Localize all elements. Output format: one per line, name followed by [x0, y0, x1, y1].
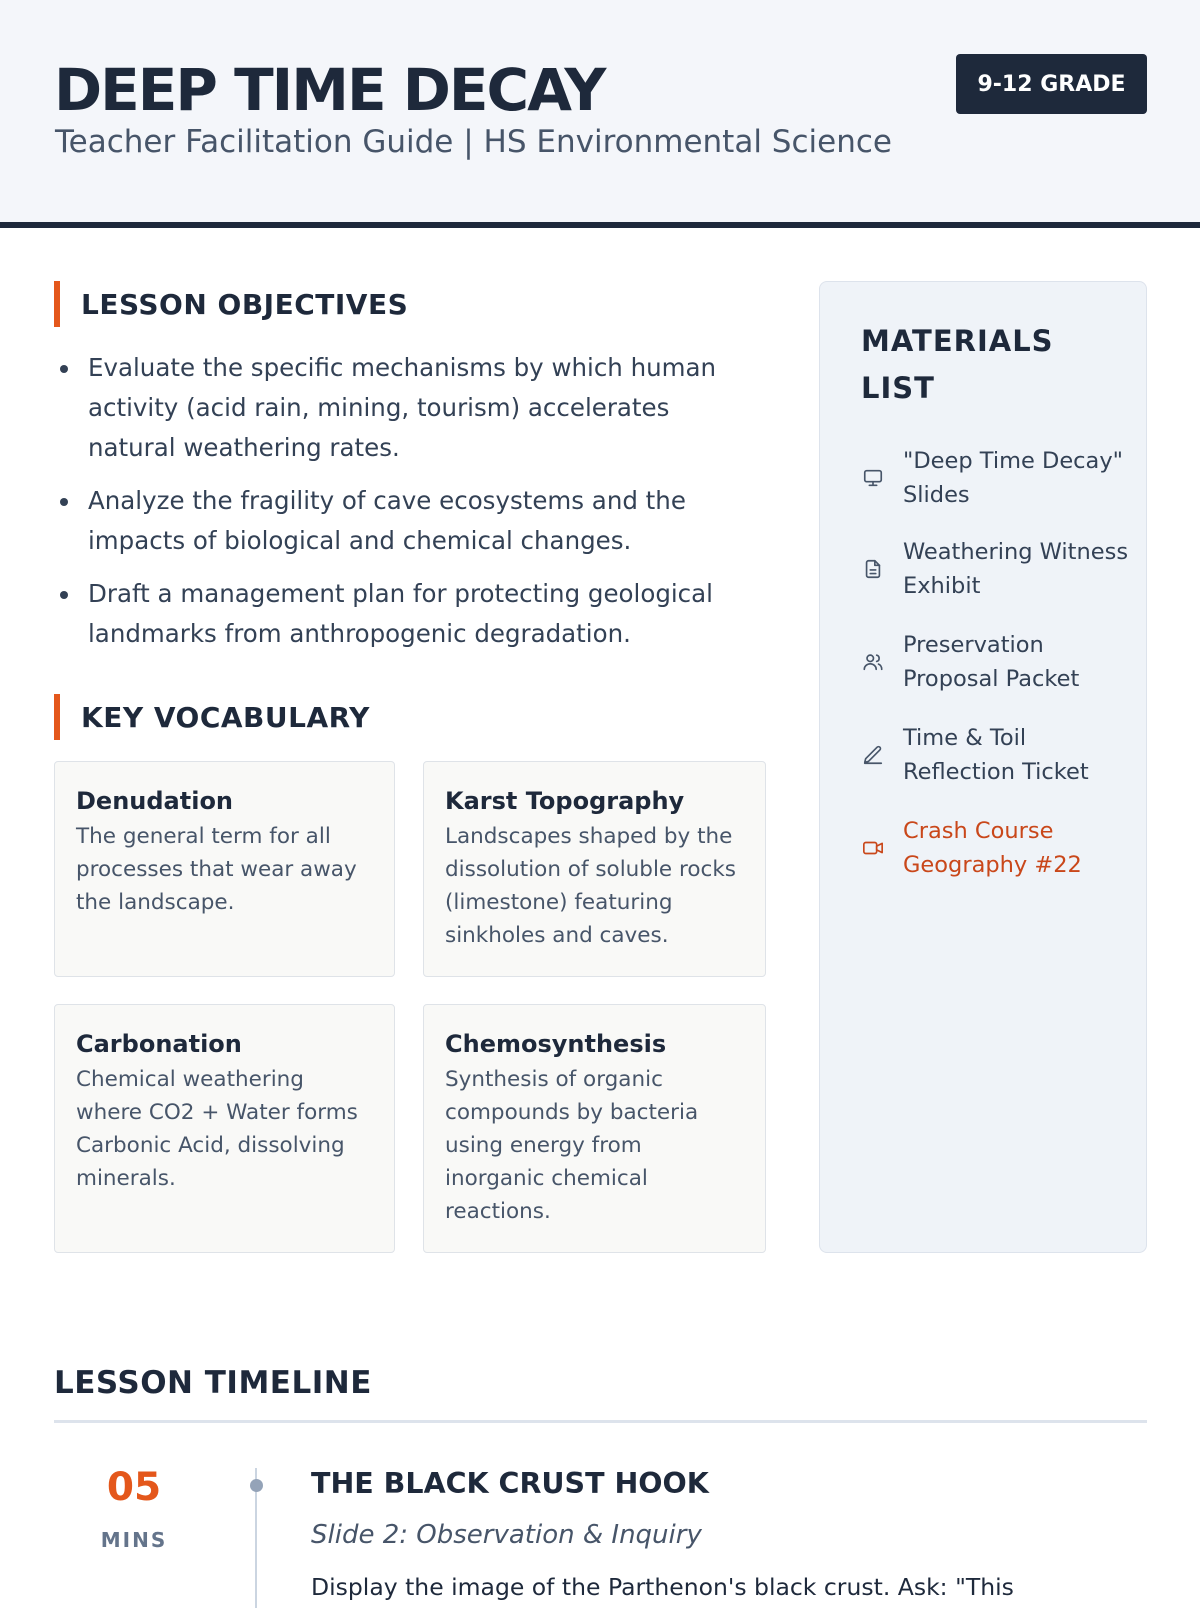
material-label: Time & Toil Reflection Ticket: [903, 725, 1089, 785]
materials-panel: [819, 281, 1147, 1253]
vocab-definition: Chemical weathering where CO2 + Water forms Carbonic Acid, dissolving minerals.: [76, 1067, 358, 1191]
material-item-exhibit[interactable]: [861, 535, 1131, 603]
vocab-term: Karst Topography: [445, 787, 685, 815]
vocab-definition: Synthesis of organic compounds by bacteria using energy from inorganic chemical reactions.: [445, 1067, 699, 1224]
vocab-card-karst-topography: [423, 761, 766, 977]
material-label: Weathering Witness Exhibit: [903, 539, 1129, 599]
timeline-heading: LESSON TIMELINE: [54, 1365, 372, 1401]
vocab-card-carbonation: [54, 1004, 395, 1253]
users-icon: [861, 650, 885, 674]
pencil-icon: [861, 743, 885, 767]
timeline-dot: [250, 1479, 263, 1492]
material-label: "Deep Time Decay" Slides: [903, 448, 1124, 508]
vocab-card-chemosynthesis: [423, 1004, 766, 1253]
materials-heading: MATERIALS LIST: [861, 324, 1054, 405]
material-item-proposal-packet[interactable]: [861, 628, 1131, 696]
vocab-card-denudation: [54, 761, 395, 977]
material-item-reflection-ticket[interactable]: [861, 721, 1131, 789]
objectives-heading: LESSON OBJECTIVES: [54, 281, 408, 327]
vocabulary-heading: KEY VOCABULARY: [54, 694, 370, 740]
step-minutes: 05: [106, 1465, 162, 1510]
vocab-definition: Landscapes shaped by the dissolution of soluble rocks (limestone) featuring sinkholes and caves.: [445, 824, 736, 948]
vocab-term: Denudation: [76, 787, 234, 815]
vocab-term: Chemosynthesis: [445, 1030, 667, 1058]
material-label: Crash Course Geography #22: [903, 818, 1082, 878]
objective-item: Draft a management plan for protecting geological landmarks from anthropogenic degradation.: [55, 574, 755, 654]
material-label: Preservation Proposal Packet: [903, 632, 1080, 692]
objective-item: Analyze the fragility of cave ecosystems and the impacts of biological and chemical changes.: [55, 481, 755, 561]
grade-badge: 9-12 GRADE: [956, 54, 1147, 114]
document-icon: [861, 557, 885, 581]
step-body: Display the image of the Parthenon's black crust. Ask: "This: [311, 1573, 1014, 1601]
video-icon: [861, 836, 885, 860]
page-header: [0, 0, 1200, 228]
timeline-divider: [54, 1420, 1147, 1423]
page-subtitle: Teacher Facilitation Guide | HS Environmental Science: [55, 124, 892, 160]
page-title: DEEP TIME DECAY: [54, 56, 605, 124]
objectives-list: [55, 348, 755, 667]
vocab-term: Carbonation: [76, 1030, 242, 1058]
step-title: THE BLACK CRUST HOOK: [311, 1467, 709, 1500]
vocab-definition: The general term for all processes that wear away the landscape.: [76, 824, 357, 915]
material-item-slides[interactable]: [861, 444, 1131, 512]
step-minutes-unit: MINS: [100, 1528, 168, 1552]
objective-item: Evaluate the specific mechanisms by which human activity (acid rain, mining, tourism) accelerates natural weathering rates.: [55, 348, 755, 468]
step-subtitle: Slide 2: Observation & Inquiry: [311, 1520, 702, 1550]
material-item-crash-course-video[interactable]: [861, 814, 1131, 882]
monitor-icon: [861, 466, 885, 490]
